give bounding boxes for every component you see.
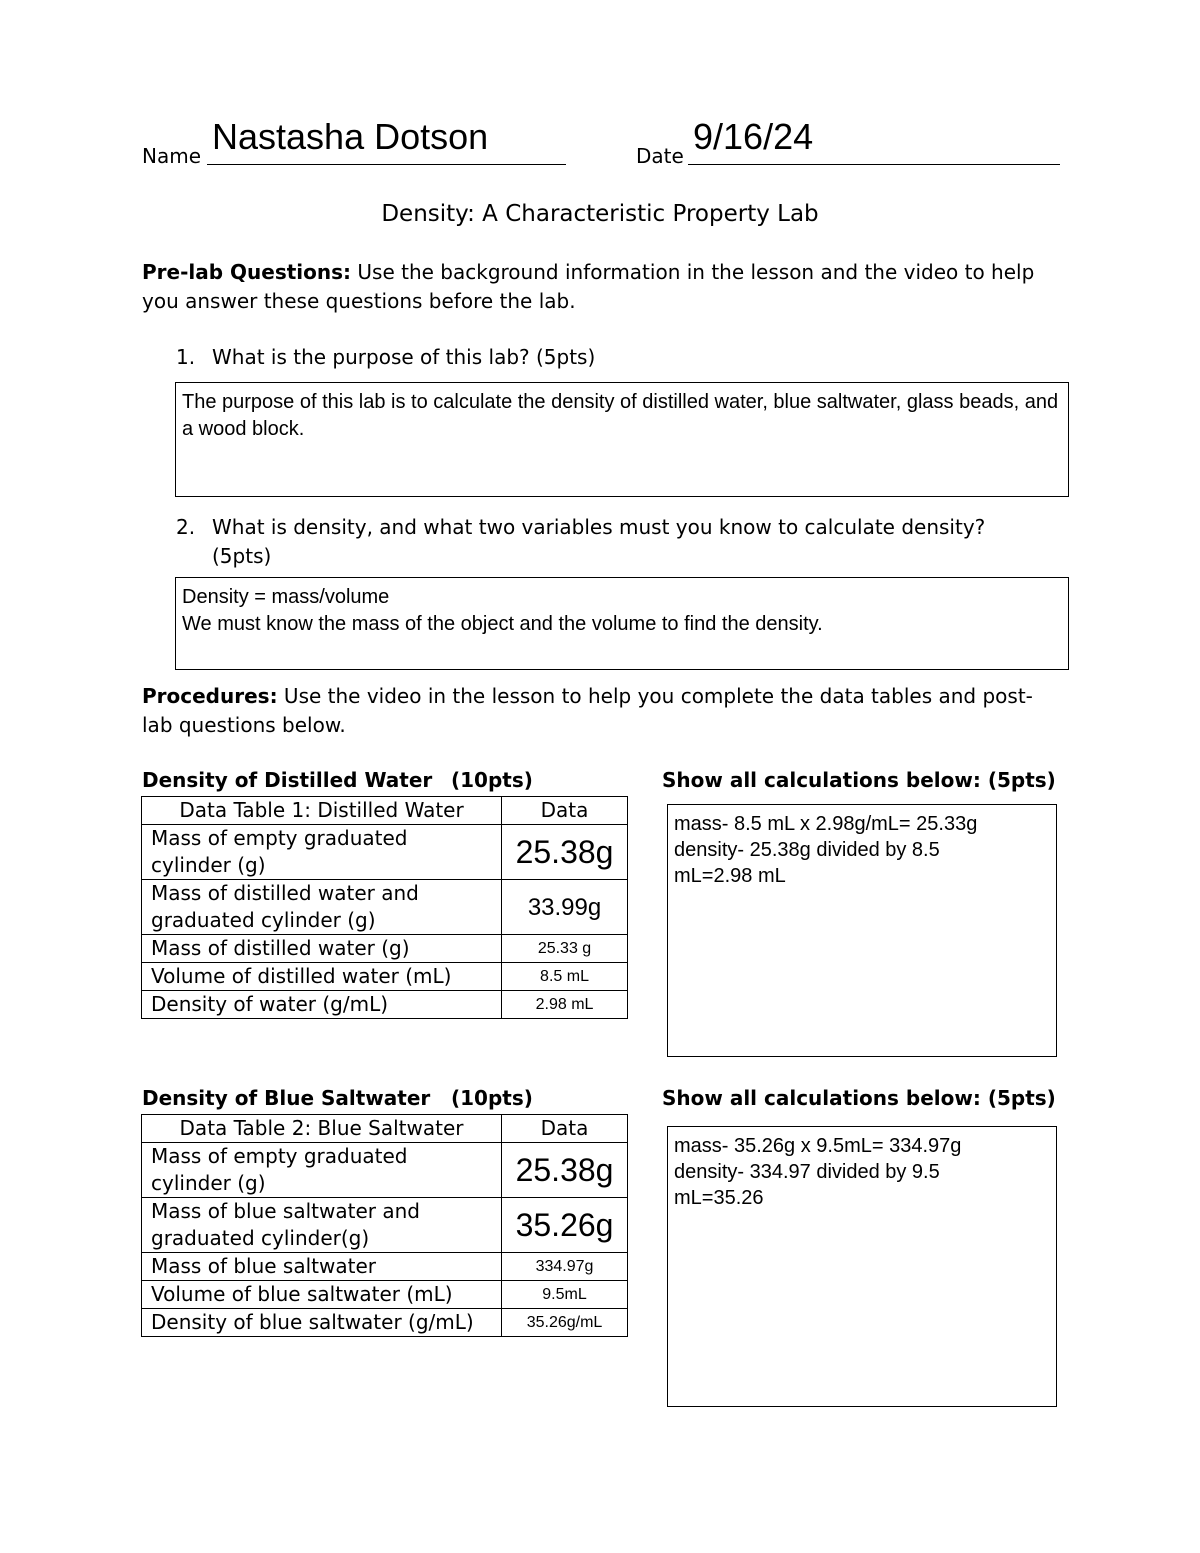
data-table-1 [141,796,628,1019]
table-label-cell: Mass of blue saltwater [142,1253,502,1281]
calc-line: density- 25.38g divided by 8.5 [674,839,940,861]
name-label: Name [142,144,202,168]
table-label-cell: Volume of blue saltwater (mL) [142,1281,502,1309]
table-label-cell: Mass of blue saltwater and graduated cylinder(g) [142,1198,502,1253]
table-label-cell: Volume of distilled water (mL) [142,963,502,991]
table-value-cell[interactable]: 2.98 mL [502,991,628,1019]
section1-calc-box[interactable] [667,804,1057,1057]
table-header-row [142,1115,628,1143]
table-row [142,1281,628,1309]
table-value-cell[interactable]: 9.5mL [502,1281,628,1309]
name-value[interactable]: Nastasha Dotson [212,116,489,157]
q2-text: What is density, and what two variables must you know to calculate density? (5pts) [212,515,986,568]
calc-line: density- 334.97 divided by 9.5 [674,1161,940,1183]
table-label-cell: Mass of empty graduated cylinder (g) [142,825,502,880]
table-row [142,880,628,935]
table-row [142,1198,628,1253]
q2-answer-line-2: We must know the mass of the object and the volume to find the density. [182,613,823,635]
table-row [142,1143,628,1198]
table-value-cell[interactable]: 33.99g [502,880,628,935]
q1-answer-box[interactable] [175,382,1069,497]
table-header-cell: Data [502,1115,628,1143]
q2-answer-box[interactable] [175,577,1069,670]
section1-heading: Density of Distilled Water [142,768,433,792]
table-value-cell[interactable]: 25.33 g [502,935,628,963]
table-row [142,963,628,991]
q2-answer-line-1: Density = mass/volume [182,586,390,608]
table-header-cell: Data Table 1: Distilled Water [142,797,502,825]
table-header-row [142,797,628,825]
table-row [142,935,628,963]
table-value-cell[interactable]: 334.97g [502,1253,628,1281]
calc-line: mL=2.98 mL [674,865,786,887]
table-value-cell[interactable]: 25.38g [502,1143,628,1198]
procedures [142,682,1062,740]
table-label-cell: Mass of empty graduated cylinder (g) [142,1143,502,1198]
section2-calc-box[interactable] [667,1126,1057,1407]
q2-number: 2. [176,515,196,539]
table-row [142,1309,628,1337]
date-underline [688,164,1060,165]
table-label-cell: Density of water (g/mL) [142,991,502,1019]
prelab-heading: Pre-lab Questions: [142,260,352,284]
table-value-cell[interactable]: 8.5 mL [502,963,628,991]
page-title: Density: A Characteristic Property Lab [381,201,819,227]
table-header-cell: Data [502,797,628,825]
section2-points: (10pts) [451,1086,533,1110]
date-value[interactable]: 9/16/24 [693,116,814,157]
name-underline [207,164,566,165]
table-header-cell: Data Table 2: Blue Saltwater [142,1115,502,1143]
data-table-2 [141,1114,628,1337]
table-value-cell[interactable]: 35.26g/mL [502,1309,628,1337]
prelab-intro-text: Use the background information in the lesson and the video to help you answer these questions before the lab. [142,260,1035,313]
calc-line: mL=35.26 [674,1187,764,1209]
prelab-intro [142,258,1062,316]
table-label-cell: Mass of distilled water and graduated cylinder (g) [142,880,502,935]
table-label-cell: Density of blue saltwater (g/mL) [142,1309,502,1337]
calc-line: mass- 8.5 mL x 2.98g/mL= 25.33g [674,813,978,835]
section2-heading: Density of Blue Saltwater [142,1086,431,1110]
q1-answer: The purpose of this lab is to calculate the density of distilled water, blue saltwater, glass beads, and a wood block. [182,391,1064,440]
section2-calc-heading: Show all calculations below: (5pts) [662,1086,1056,1110]
q1-number: 1. [176,345,196,369]
table-value-cell[interactable]: 25.38g [502,825,628,880]
section1-points: (10pts) [451,768,533,792]
procedures-text: Use the video in the lesson to help you complete the data tables and post-lab questions below. [142,684,1033,737]
date-label: Date [636,144,684,168]
table-row [142,825,628,880]
q1-text: What is the purpose of this lab? (5pts) [212,345,596,369]
table-value-cell[interactable]: 35.26g [502,1198,628,1253]
table-label-cell: Mass of distilled water (g) [142,935,502,963]
table-row [142,991,628,1019]
calc-line: mass- 35.26g x 9.5mL= 334.97g [674,1135,962,1157]
section1-calc-heading: Show all calculations below: (5pts) [662,768,1056,792]
table-row [142,1253,628,1281]
procedures-heading: Procedures: [142,684,278,708]
